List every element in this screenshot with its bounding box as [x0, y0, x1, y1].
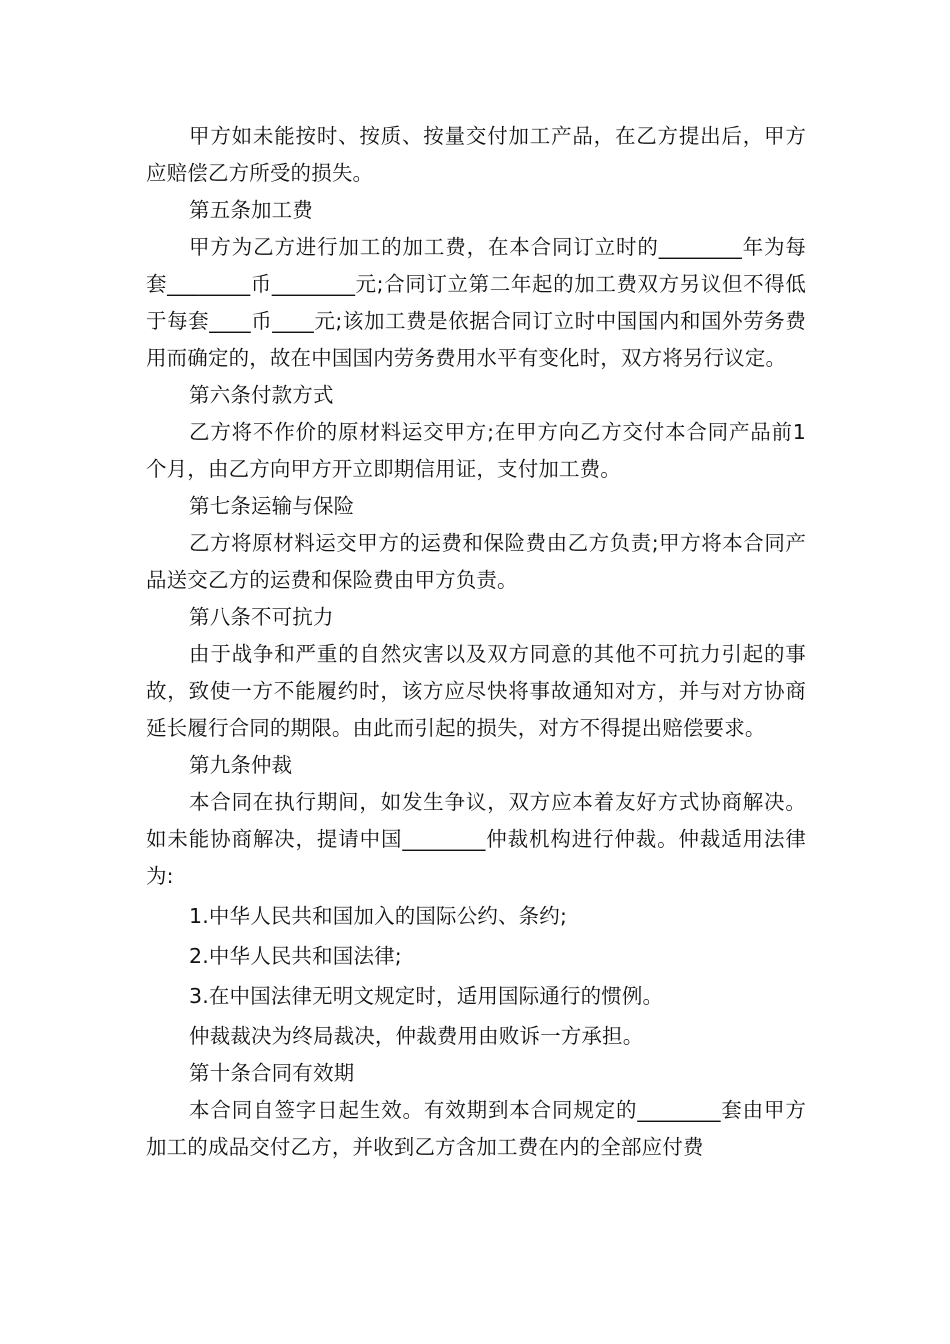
heading-article-6: 第六条付款方式 — [189, 383, 334, 407]
heading-article-7: 第七条运输与保险 — [189, 494, 355, 518]
paragraph-arbitration-award: 仲裁裁决为终局裁决，仲裁费用由败诉一方承担。 — [189, 1024, 644, 1048]
paragraph-force-majeure: 由于战争和严重的自然灾害以及双方同意的其他不可抗力引起的事故，致使一方不能履约时，该方应尽快将事故通知对方，并与对方协商延长履行合同的期限。由此而引起的损失，对方不得提出赔偿要求。 — [146, 642, 806, 740]
heading-article-10: 第十条合同有效期 — [189, 1061, 355, 1085]
list-item-law-2: 2.中华人民共和国法律; — [189, 944, 402, 968]
heading-article-8: 第八条不可抗力 — [189, 605, 334, 629]
paragraph-validity-period: 本合同自签字日起生效。有效期到本合同规定的________套由甲方加工的成品交付乙方，并收到乙方含加工费在内的全部应付费 — [146, 1098, 806, 1159]
list-item-law-3: 3.在中国法律无明文规定时，适用国际通行的惯例。 — [189, 984, 664, 1008]
document-body — [146, 118, 806, 1166]
paragraph-payment-method: 乙方将不作价的原材料运交甲方;在甲方向乙方交付本合同产品前1个月，由乙方向甲方开立即期信用证，支付加工费。 — [146, 420, 806, 481]
paragraph-delivery-liability: 甲方如未能按时、按质、按量交付加工产品，在乙方提出后，甲方应赔偿乙方所受的损失。 — [146, 124, 806, 185]
paragraph-processing-fee: 甲方为乙方进行加工的加工费，在本合同订立时的________年为每套________币________元;合同订立第二年起的加工费双方另议但不得低于每套____币____元;该加工费是依据合同订立时中国国内和国外劳务费用而确定的，故在中国国内劳务费用水平有变化时，双方将另行议定。 — [146, 235, 806, 370]
heading-article-9: 第九条仲裁 — [189, 753, 293, 777]
paragraph-transport-insurance: 乙方将原材料运交甲方的运费和保险费由乙方负责;甲方将本合同产品送交乙方的运费和保险费由甲方负责。 — [146, 531, 806, 592]
paragraph-arbitration: 本合同在执行期间，如发生争议，双方应本着友好方式协商解决。如未能协商解决，提请中国________仲裁机构进行仲裁。仲裁适用法律为: — [146, 790, 806, 888]
list-item-law-1: 1.中华人民共和国加入的国际公约、条约; — [189, 904, 568, 928]
heading-article-5: 第五条加工费 — [189, 198, 313, 222]
